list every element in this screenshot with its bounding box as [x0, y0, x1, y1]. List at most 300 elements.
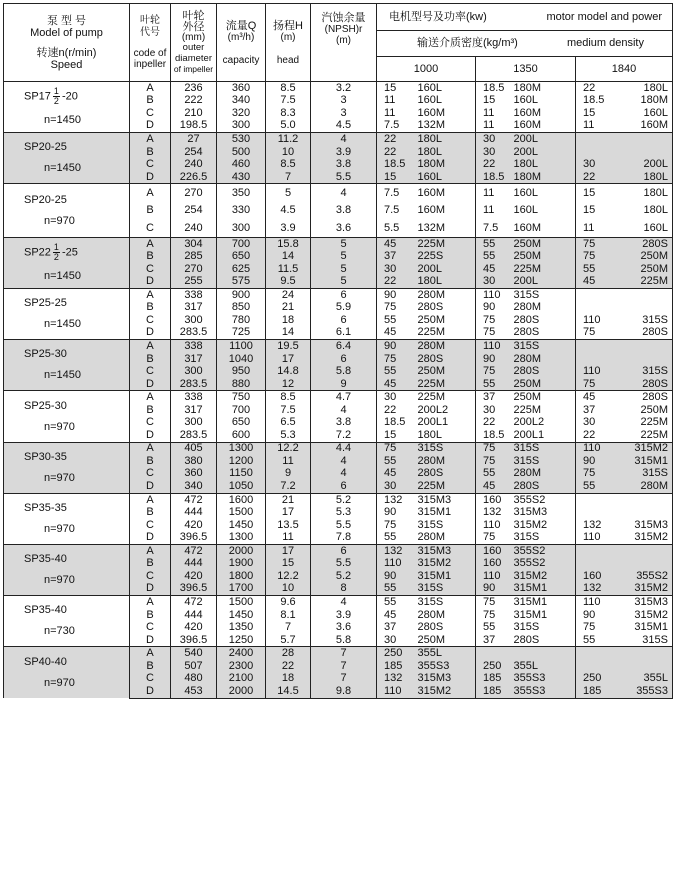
cell-motor-1000: 180L	[414, 146, 476, 159]
cell-impeller-code: D	[130, 276, 171, 289]
table-row	[4, 184, 673, 202]
cell-npsh: 8	[311, 583, 377, 596]
pump-model	[24, 656, 129, 669]
header-diam-unit: (mm)	[181, 31, 206, 43]
cell-kw-1000: 55	[377, 583, 414, 596]
cell-head: 18	[266, 314, 311, 327]
header-model-en: Model of pump	[30, 26, 103, 39]
cell-motor-1000: 132M	[414, 120, 476, 133]
cell-impeller-code: A	[130, 391, 171, 404]
pump-model-cell	[4, 493, 130, 544]
cell-npsh: 3.8	[311, 158, 377, 171]
cell-motor-1840: 225M	[613, 276, 673, 289]
cell-head: 9	[266, 468, 311, 481]
cell-kw-1350: 18.5	[476, 429, 510, 442]
cell-kw-1840	[576, 133, 613, 146]
cell-motor-1350: 160L	[510, 184, 576, 202]
cell-impeller-code: D	[130, 327, 171, 340]
cell-head: 17	[266, 545, 311, 558]
cell-impeller-code: D	[130, 378, 171, 391]
cell-kw-1000: 45	[377, 237, 414, 250]
table-row	[4, 493, 673, 506]
cell-npsh: 3.6	[311, 621, 377, 634]
cell-head: 5	[266, 184, 311, 202]
cell-motor-1350: 315S	[510, 442, 576, 455]
cell-flow: 500	[217, 146, 266, 159]
pump-model-cell	[4, 184, 130, 238]
cell-kw-1350: 250	[476, 660, 510, 673]
cell-motor-1350: 160L	[510, 202, 576, 220]
pump-speed: n=1450	[44, 269, 82, 282]
cell-npsh: 4	[311, 184, 377, 202]
cell-impeller-diameter: 254	[171, 202, 217, 220]
cell-flow: 1250	[217, 634, 266, 647]
cell-flow: 1350	[217, 621, 266, 634]
cell-flow: 330	[217, 202, 266, 220]
cell-impeller-code: C	[130, 158, 171, 171]
cell-npsh: 3.8	[311, 417, 377, 430]
cell-motor-1350: 280M	[510, 302, 576, 315]
pump-speed: n=970	[44, 420, 75, 433]
pump-model-cell	[4, 82, 130, 133]
cell-kw-1840	[576, 506, 613, 519]
cell-npsh: 5	[311, 263, 377, 276]
cell-npsh: 4	[311, 133, 377, 146]
cell-head: 3.9	[266, 219, 311, 237]
cell-flow: 2100	[217, 672, 266, 685]
pump-model-name: SP30-35	[24, 450, 67, 463]
cell-motor-1840: 280S	[613, 391, 673, 404]
cell-motor-1350: 200L2	[510, 417, 576, 430]
cell-motor-1350: 225M	[510, 263, 576, 276]
cell-flow: 430	[217, 171, 266, 184]
cell-impeller-code: D	[130, 120, 171, 133]
pump-model-name: SP35-35	[24, 501, 67, 514]
cell-impeller-diameter: 380	[171, 455, 217, 468]
header-npsh-unit2: (m)	[336, 35, 351, 46]
cell-kw-1000: 45	[377, 378, 414, 391]
cell-kw-1000: 55	[377, 596, 414, 609]
cell-kw-1840: 15	[576, 107, 613, 120]
cell-kw-1000: 22	[377, 276, 414, 289]
cell-impeller-diameter: 360	[171, 468, 217, 481]
cell-kw-1840	[576, 545, 613, 558]
cell-impeller-diameter: 480	[171, 672, 217, 685]
cell-npsh: 6.4	[311, 340, 377, 353]
cell-kw-1350: 37	[476, 391, 510, 404]
cell-head: 21	[266, 493, 311, 506]
cell-kw-1350: 18.5	[476, 171, 510, 184]
cell-head: 11	[266, 455, 311, 468]
pump-speed: n=1450	[44, 162, 82, 175]
cell-motor-1350: 160L	[510, 95, 576, 108]
pump-model-cell	[4, 647, 130, 698]
cell-flow: 1450	[217, 519, 266, 532]
cell-impeller-diameter: 444	[171, 609, 217, 622]
pump-model-name: SP35-40	[24, 604, 67, 617]
cell-flow: 300	[217, 120, 266, 133]
cell-motor-1350: 315M1	[510, 596, 576, 609]
cell-npsh: 5.5	[311, 558, 377, 571]
cell-motor-1350: 355S3	[510, 672, 576, 685]
cell-kw-1350: 11	[476, 202, 510, 220]
cell-kw-1000: 18.5	[377, 158, 414, 171]
cell-motor-1840: 315S	[613, 468, 673, 481]
cell-head: 5.0	[266, 120, 311, 133]
cell-head: 28	[266, 647, 311, 660]
cell-impeller-diameter: 420	[171, 570, 217, 583]
cell-kw-1000: 22	[377, 404, 414, 417]
cell-head: 4.5	[266, 202, 311, 220]
cell-motor-1000: 180L	[414, 133, 476, 146]
cell-impeller-code: A	[130, 237, 171, 250]
cell-impeller-code: D	[130, 429, 171, 442]
cell-kw-1000: 18.5	[377, 417, 414, 430]
cell-impeller-code: A	[130, 133, 171, 146]
pump-speed: n=970	[44, 676, 75, 689]
cell-kw-1000: 90	[377, 340, 414, 353]
cell-motor-1350: 280M	[510, 468, 576, 481]
cell-motor-1000: 225M	[414, 480, 476, 493]
cell-impeller-code: B	[130, 250, 171, 263]
cell-motor-1000: 315M2	[414, 685, 476, 698]
cell-motor-1350: 315S	[510, 289, 576, 302]
cell-flow: 320	[217, 107, 266, 120]
cell-motor-1000: 355L	[414, 647, 476, 660]
header-code-en: code of	[133, 48, 167, 59]
cell-motor-1350: 180M	[510, 82, 576, 95]
cell-motor-1840: 315M2	[613, 442, 673, 455]
cell-kw-1000: 55	[377, 455, 414, 468]
cell-impeller-diameter: 270	[171, 263, 217, 276]
cell-npsh: 3.6	[311, 219, 377, 237]
cell-motor-1000: 160L	[414, 82, 476, 95]
cell-kw-1840: 11	[576, 219, 613, 237]
cell-impeller-diameter: 540	[171, 647, 217, 660]
cell-kw-1350: 37	[476, 634, 510, 647]
pump-model	[24, 87, 129, 106]
model-fraction	[53, 243, 60, 262]
cell-impeller-diameter: 300	[171, 417, 217, 430]
cell-motor-1840: 160L	[613, 107, 673, 120]
cell-flow: 1500	[217, 506, 266, 519]
cell-motor-1000: 225M	[414, 327, 476, 340]
fraction-denominator: 2	[53, 251, 59, 262]
cell-motor-1840	[613, 545, 673, 558]
header-head	[266, 4, 311, 82]
cell-motor-1350: 280S	[510, 365, 576, 378]
cell-kw-1840: 55	[576, 263, 613, 276]
cell-motor-1000: 160M	[414, 107, 476, 120]
cell-motor-1840: 315M2	[613, 531, 673, 544]
cell-npsh: 5.2	[311, 570, 377, 583]
cell-motor-1350: 315M1	[510, 583, 576, 596]
table-row	[4, 391, 673, 404]
cell-kw-1840: 185	[576, 685, 613, 698]
cell-motor-1000: 160L	[414, 171, 476, 184]
cell-flow: 700	[217, 237, 266, 250]
cell-impeller-diameter: 198.5	[171, 120, 217, 133]
cell-flow: 725	[217, 327, 266, 340]
cell-head: 5.3	[266, 429, 311, 442]
cell-flow: 350	[217, 184, 266, 202]
pump-model-suffix: -20	[61, 90, 78, 103]
cell-motor-1840	[613, 289, 673, 302]
cell-kw-1000: 90	[377, 506, 414, 519]
cell-kw-1000: 30	[377, 480, 414, 493]
cell-motor-1000: 225M	[414, 378, 476, 391]
cell-kw-1840: 75	[576, 237, 613, 250]
cell-flow: 1200	[217, 455, 266, 468]
cell-kw-1840: 30	[576, 158, 613, 171]
cell-impeller-code: A	[130, 442, 171, 455]
cell-kw-1350: 185	[476, 685, 510, 698]
cell-kw-1350: 75	[476, 442, 510, 455]
cell-kw-1840: 15	[576, 184, 613, 202]
cell-flow: 1800	[217, 570, 266, 583]
cell-impeller-code: A	[130, 647, 171, 660]
cell-kw-1840: 55	[576, 480, 613, 493]
cell-motor-1350: 280M	[510, 353, 576, 366]
cell-motor-1000: 180L	[414, 429, 476, 442]
cell-kw-1350: 75	[476, 327, 510, 340]
cell-npsh: 5	[311, 276, 377, 289]
cell-motor-1840: 280S	[613, 237, 673, 250]
cell-npsh: 9.8	[311, 685, 377, 698]
cell-npsh: 5.9	[311, 302, 377, 315]
cell-motor-1350: 355S3	[510, 685, 576, 698]
cell-impeller-code: B	[130, 404, 171, 417]
cell-flow: 1300	[217, 442, 266, 455]
cell-kw-1840: 160	[576, 570, 613, 583]
cell-motor-1350: 180M	[510, 171, 576, 184]
cell-motor-1840: 180L	[613, 202, 673, 220]
header-diam-cn2: 外径	[182, 20, 205, 33]
cell-flow: 300	[217, 219, 266, 237]
cell-kw-1000: 37	[377, 621, 414, 634]
cell-kw-1000: 5.5	[377, 219, 414, 237]
cell-motor-1000: 160L	[414, 95, 476, 108]
cell-motor-1000: 315M3	[414, 545, 476, 558]
cell-head: 8.5	[266, 391, 311, 404]
cell-motor-1000: 225S	[414, 250, 476, 263]
cell-impeller-code: D	[130, 583, 171, 596]
cell-kw-1840: 18.5	[576, 95, 613, 108]
header-density-1350: 1350	[476, 57, 576, 82]
table-row	[4, 340, 673, 353]
cell-motor-1840: 180L	[613, 82, 673, 95]
cell-impeller-code: A	[130, 184, 171, 202]
cell-kw-1350: 45	[476, 263, 510, 276]
cell-flow: 575	[217, 276, 266, 289]
cell-motor-1000: 315S	[414, 596, 476, 609]
cell-impeller-code: B	[130, 95, 171, 108]
cell-kw-1000: 90	[377, 289, 414, 302]
table-row	[4, 82, 673, 95]
cell-motor-1840: 250M	[613, 404, 673, 417]
cell-npsh: 3.9	[311, 146, 377, 159]
cell-motor-1000: 160M	[414, 184, 476, 202]
cell-motor-1350: 160M	[510, 120, 576, 133]
cell-flow: 1050	[217, 480, 266, 493]
cell-motor-1000: 280M	[414, 289, 476, 302]
cell-npsh: 3	[311, 107, 377, 120]
cell-kw-1350: 185	[476, 672, 510, 685]
header-code	[130, 4, 171, 82]
cell-impeller-code: C	[130, 219, 171, 237]
cell-kw-1350: 110	[476, 289, 510, 302]
cell-kw-1000: 75	[377, 302, 414, 315]
pump-model	[24, 451, 129, 464]
cell-head: 13.5	[266, 519, 311, 532]
cell-motor-1840: 355S2	[613, 570, 673, 583]
header-flow-cn: 流量Q	[225, 19, 257, 32]
cell-kw-1840	[576, 647, 613, 660]
cell-kw-1840: 22	[576, 171, 613, 184]
cell-head: 12	[266, 378, 311, 391]
cell-motor-1350: 200L	[510, 146, 576, 159]
cell-kw-1350: 30	[476, 276, 510, 289]
cell-kw-1840: 132	[576, 583, 613, 596]
header-motor-en: motor model and power	[546, 10, 662, 23]
cell-kw-1350: 55	[476, 621, 510, 634]
cell-npsh: 3.2	[311, 82, 377, 95]
table-row	[4, 442, 673, 455]
cell-npsh: 3.8	[311, 202, 377, 220]
cell-motor-1350: 355S2	[510, 545, 576, 558]
header-head-cn: 扬程H	[273, 19, 303, 32]
cell-motor-1350: 315M2	[510, 519, 576, 532]
cell-motor-1840: 315M1	[613, 455, 673, 468]
cell-npsh: 6.1	[311, 327, 377, 340]
cell-head: 9.6	[266, 596, 311, 609]
header-code-cn2: 代号	[140, 27, 160, 38]
cell-npsh: 6	[311, 480, 377, 493]
cell-head: 7.5	[266, 95, 311, 108]
fraction-numerator: 1	[53, 241, 59, 252]
cell-motor-1350: 200L1	[510, 429, 576, 442]
cell-motor-1350: 250M	[510, 237, 576, 250]
cell-impeller-code: B	[130, 302, 171, 315]
cell-kw-1000: 22	[377, 133, 414, 146]
cell-impeller-diameter: 317	[171, 302, 217, 315]
cell-npsh: 5.3	[311, 506, 377, 519]
cell-flow: 1100	[217, 340, 266, 353]
header-diameter	[171, 4, 217, 82]
cell-motor-1840: 200L	[613, 158, 673, 171]
cell-impeller-diameter: 283.5	[171, 429, 217, 442]
cell-kw-1000: 75	[377, 519, 414, 532]
cell-kw-1840: 45	[576, 276, 613, 289]
cell-kw-1000: 30	[377, 263, 414, 276]
cell-kw-1350: 55	[476, 250, 510, 263]
cell-impeller-code: C	[130, 519, 171, 532]
cell-kw-1350: 75	[476, 609, 510, 622]
cell-motor-1350: 355S2	[510, 558, 576, 571]
pump-model-name: SP17	[24, 90, 51, 103]
pump-spec-table	[3, 3, 673, 699]
cell-head: 19.5	[266, 340, 311, 353]
cell-kw-1000: 15	[377, 171, 414, 184]
cell-motor-1000: 200L2	[414, 404, 476, 417]
cell-impeller-diameter: 285	[171, 250, 217, 263]
cell-head: 12.2	[266, 442, 311, 455]
cell-npsh: 4	[311, 404, 377, 417]
cell-flow: 340	[217, 95, 266, 108]
cell-kw-1350: 55	[476, 468, 510, 481]
cell-motor-1350: 315S	[510, 340, 576, 353]
cell-motor-1000: 200L	[414, 263, 476, 276]
cell-flow: 700	[217, 404, 266, 417]
cell-head: 17	[266, 506, 311, 519]
cell-impeller-code: D	[130, 531, 171, 544]
cell-kw-1840: 45	[576, 391, 613, 404]
cell-motor-1840	[613, 558, 673, 571]
cell-kw-1350: 55	[476, 237, 510, 250]
cell-motor-1000: 315S	[414, 442, 476, 455]
cell-motor-1000: 250M	[414, 634, 476, 647]
cell-flow: 650	[217, 250, 266, 263]
cell-motor-1350	[510, 647, 576, 660]
pump-model	[24, 348, 129, 361]
cell-kw-1350: 160	[476, 545, 510, 558]
cell-kw-1350: 160	[476, 493, 510, 506]
cell-kw-1350: 110	[476, 570, 510, 583]
pump-model-cell	[4, 289, 130, 340]
cell-head: 9.5	[266, 276, 311, 289]
cell-flow: 1900	[217, 558, 266, 571]
header-diam-en2: diameter	[175, 52, 212, 64]
cell-kw-1000: 7.5	[377, 184, 414, 202]
cell-flow: 360	[217, 82, 266, 95]
cell-impeller-diameter: 317	[171, 404, 217, 417]
cell-kw-1840: 90	[576, 609, 613, 622]
cell-impeller-diameter: 338	[171, 340, 217, 353]
cell-flow: 2000	[217, 545, 266, 558]
cell-motor-1000: 355S3	[414, 660, 476, 673]
cell-motor-1350: 355L	[510, 660, 576, 673]
cell-impeller-code: D	[130, 634, 171, 647]
cell-npsh: 5.5	[311, 519, 377, 532]
cell-head: 17	[266, 353, 311, 366]
cell-impeller-code: C	[130, 263, 171, 276]
table-row	[4, 133, 673, 146]
cell-flow: 1300	[217, 531, 266, 544]
cell-kw-1000: 185	[377, 660, 414, 673]
cell-motor-1840: 180M	[613, 95, 673, 108]
cell-motor-1000: 280M	[414, 531, 476, 544]
cell-impeller-diameter: 283.5	[171, 327, 217, 340]
cell-motor-1840: 315M1	[613, 621, 673, 634]
cell-kw-1350: 11	[476, 120, 510, 133]
cell-kw-1000: 45	[377, 468, 414, 481]
cell-flow: 1700	[217, 583, 266, 596]
header-density-cn: 输送介质密度(kg/m³)	[417, 37, 518, 49]
cell-motor-1000: 315M2	[414, 558, 476, 571]
cell-head: 5.7	[266, 634, 311, 647]
cell-head: 12.2	[266, 570, 311, 583]
cell-kw-1840: 15	[576, 202, 613, 220]
pump-model-name: SP25-25	[24, 297, 67, 310]
header-head-en: head	[276, 54, 300, 66]
cell-kw-1350: 22	[476, 417, 510, 430]
header-model	[4, 4, 130, 82]
cell-motor-1840: 160L	[613, 219, 673, 237]
spec-table-container	[3, 3, 673, 699]
cell-kw-1840: 75	[576, 378, 613, 391]
cell-kw-1840: 75	[576, 250, 613, 263]
cell-flow: 780	[217, 314, 266, 327]
